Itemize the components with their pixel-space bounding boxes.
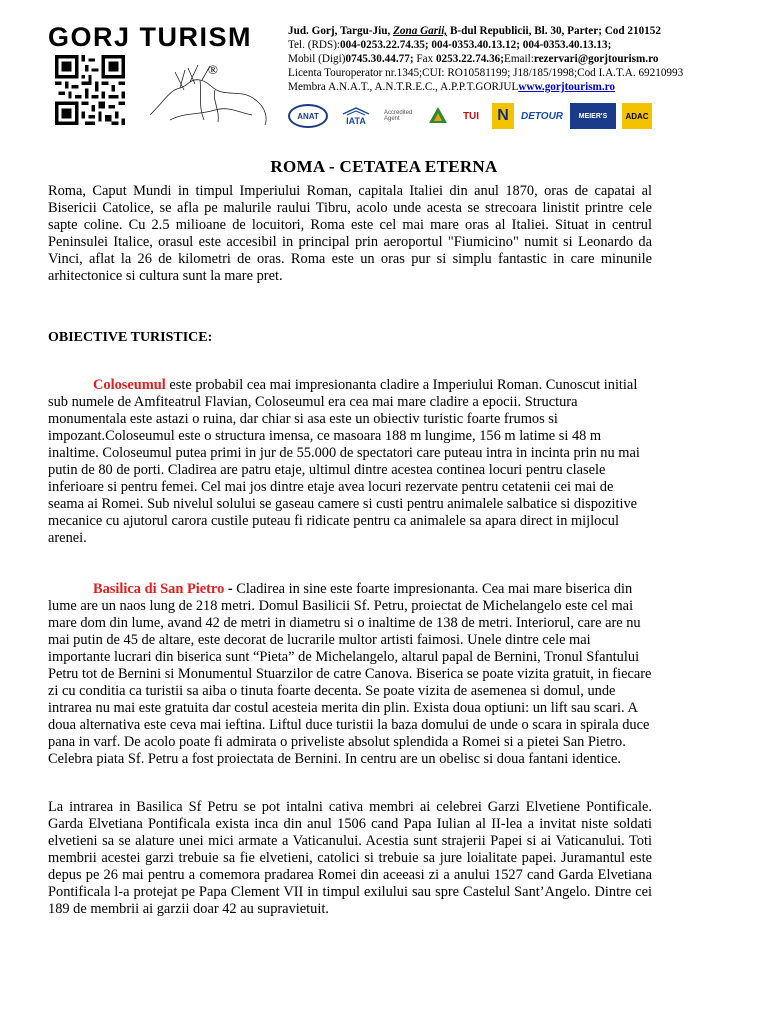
neckermann-logo-icon: N	[492, 103, 514, 129]
basilica-heading: Basilica di San Pietro	[93, 581, 225, 597]
partner-logos	[288, 102, 652, 130]
iata-logo-icon: IATA	[334, 103, 378, 129]
brand-name: GORJ TURISM	[48, 22, 253, 52]
document-title: ROMA - CETATEA ETERNA	[270, 157, 498, 176]
license-line: Licenta Touroperator nr.1345;CUI: RO10581199; J18/185/1998;Cod I.A.T.A. 69210993	[288, 67, 684, 79]
contact-block	[288, 24, 758, 94]
colosseum-paragraph: Coloseumul este probabil cea mai impresionanta cladire a Imperiului Roman. Cunoscut initial sub numele de Amfiteatrul Flavian, Coloseumul era cea mai mare cladire a epocii. Structura monumentala este astazi o ruina, dar chiar si asa este un obiectiv turistic foarte frumos si impozant.Coloseumul este o structura imensa, ce masoara 188 m lungime, 156 m latime si 48 m inaltime. Coloseumul putea primi in jur de 55.000 de spectatori care puteau intra in incinta prin nu mai putin de 80 de porti. Cladirea are patru etaje, ultimul dintre acestea continea locuri pentru clasele inferioare si pentru femei. Cel mai jos dintre etaje avea locuri rezervate pentru cetatenii cei mai de seama ai Romei. Sub nivelul solului se gaseau camere si custi pentru animalele salbatice si dispozitive mecanice cu ajutorul carora custile puteau fi ridicate pentru ca animalele sa apara direct in mijlocul arenei.	[48, 377, 640, 546]
mobile-fax-email-line: Mobil (Digi)0745.30.44.77; Fax 0253.22.74.36;Email:rezervari@gorjtourism.ro	[288, 53, 659, 65]
swiss-guard-paragraph: La intrarea in Basilica Sf Petru se pot intalni cativa membri ai celebrei Garzi Elvetiene Pontificale. Garda Elvetiana Pontificala exista inca din anul 1506 cand Papa Iulian al II-lea a invitat niste soldati elvetieni sa se alature unei mici armate a Vaticanului. Acestia sunt strajerii Papei si ai Vaticanului. Toti membrii acestei garzi trebuie sa fie elvetieni, catolici si trebuie sa jure loialitate papei. Juramantul este depus pe 26 mai pentru a comemora pradarea Romei din aceeasi zi a anului 1527 cand Garda Elvetiana Pontificala l-a protejat pe Papa Clement VII in timpul exilului sau spre Castelul Sant’Angelo. Dintre cei 189 de membrii ai garzii doar 42 au supravietuit.	[48, 799, 652, 917]
meiers-logo-icon: MEIER'S	[570, 103, 616, 129]
intro-paragraph: Roma, Caput Mundi in timpul Imperiului Roman, capitala Italiei din anul 1870, oras de capatai al Bisericii Catolice, se afla pe malurile raului Tibru, acolo unde acesta se strecoara linistit printre cele sapte coline. Cu 2.5 milioane de locuitori, Roma este cel mai mare oras al Italiei. Situat in centrul Peninsulei Italice, orasul este accesibil in principal prin aeroportul "Fiumicino" numit si Leonardo da Vinci, aflat la 26 de kilometri de oras. Roma este un oras pur si simplu fantastic in care minunile arhitectonice si cultura sunt la mare pret.	[48, 183, 652, 284]
basilica-paragraph: Basilica di San Pietro - Cladirea in sine este foarte impresionanta. Cea mai mare biserica din lume are un naos lung de 218 metri. Domul Basilicii Sf. Petru, proiectat de Michelangelo este cel mai mare dom din lume, avand 42 de metri in diametru si o inaltime de 138 de metri. Interiorul, care are nu mai putin de 45 de altare, este decorat de lucrarile multor artisti faimosi. Unele dintre cele mai importante lucrari din biserica sunt “Pieta” de Michelangelo, altarul papal de Bernini, Tronul Sfantului Petru tot de Bernini si Monumentul Stuarzilor de catre Canova. Biserica se poate vizita gratuit, in fiecare zi cu conditia ca turistii sa aiba o tinuta foarte decenta. Se poate vizita de asemenea si domul, unde intrarea nu mai este gratuita dar costul acesteia merita din plin. Exista doua optiuni: un lift sau scari. A doua alternativa este ceva mai ieftina. Liftul duce turistii la baza domului de unde o scara in spirala duce pana in varf. De acolo poate fi admirata o priveliste absolut splendida a Romei si a pietei San Pietro. Celebra piata Sf. Petru a fost proiectata de Bernini. In centru are un obelisc si doua fantani identice.	[48, 581, 652, 767]
qr-code-icon	[54, 55, 126, 125]
accredited-agent-logo-icon: Accredited Agent	[384, 110, 413, 122]
antrec-logo-icon	[426, 103, 450, 129]
registered-mark: ®	[208, 62, 218, 77]
section-heading: OBIECTIVE TURISTICE:	[48, 330, 213, 345]
address-line: Jud. Gorj, Targu-Jiu, Zona Garii, B-dul Republicii, Bl. 30, Parter; Cod 210152	[288, 25, 661, 37]
phone-line: Tel. (RDS):004-0253.22.74.35; 004-0353.40.13.12; 004-0353.40.13.13;	[288, 39, 612, 51]
anat-logo-icon: ANAT	[288, 104, 328, 128]
membership-line: Membra A.N.A.T., A.N.T.R.E.C., A.P.P.T.GORJULwww.gorjtourism.ro	[288, 81, 616, 93]
detour-logo-icon: DETOUR	[520, 110, 564, 122]
letterhead	[0, 0, 768, 140]
adac-logo-icon: ADAC	[622, 103, 652, 129]
website-link[interactable]: www.gorjtourism.ro	[518, 81, 616, 93]
tui-logo-icon: TUI	[462, 110, 480, 122]
colosseum-heading: Coloseumul	[93, 377, 166, 393]
